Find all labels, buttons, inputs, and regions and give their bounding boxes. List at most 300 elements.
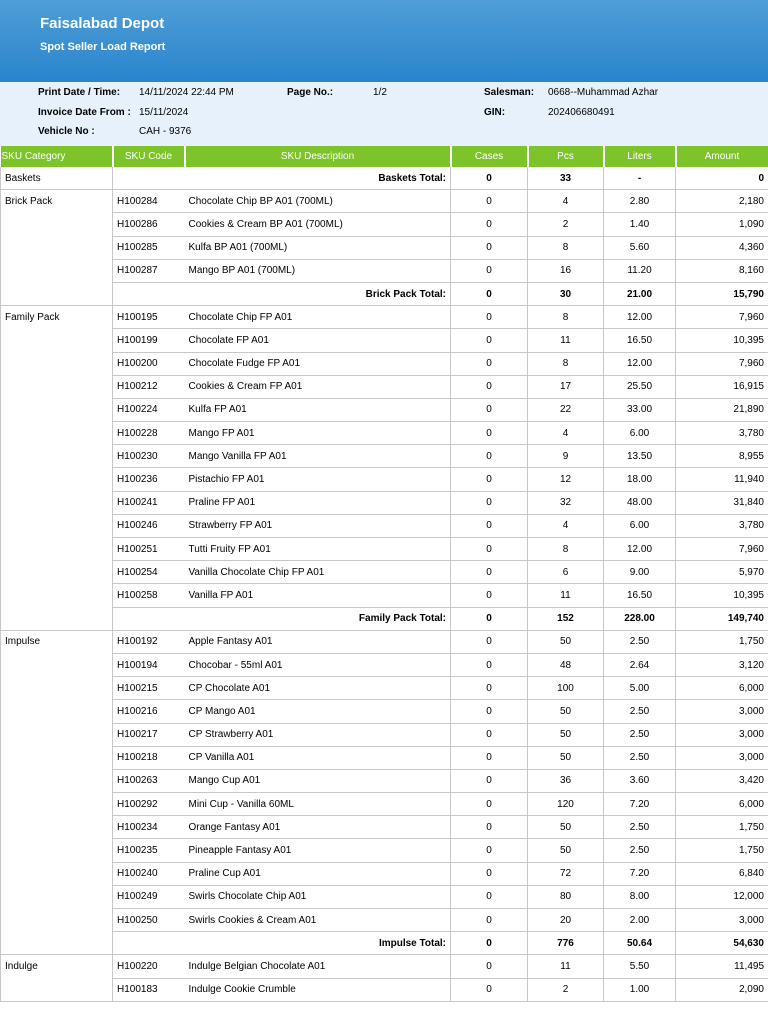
category-cell: Impulse: [1, 630, 113, 653]
pcs-cell: 50: [528, 839, 604, 862]
pcs-cell: 50: [528, 630, 604, 653]
cases-cell: 0: [451, 584, 528, 607]
table-row: [1, 978, 768, 1001]
cases-cell: 0: [451, 491, 528, 514]
cases-cell: 0: [451, 514, 528, 537]
category-cell: [1, 885, 113, 908]
cases-cell: 0: [451, 236, 528, 259]
cases-cell: 0: [451, 793, 528, 816]
cases-cell: 0: [451, 561, 528, 584]
amount-cell: 3,420: [676, 769, 768, 792]
amount-cell: 3,000: [676, 909, 768, 932]
page-no-label: Page No.:: [287, 87, 334, 98]
depot-title: Faisalabad Depot: [40, 15, 165, 32]
category-cell: [1, 352, 113, 375]
cases-cell: 0: [451, 352, 528, 375]
total-label-cell: Impulse Total:: [113, 932, 451, 955]
sku-code-cell: H100220: [113, 955, 185, 978]
category-cell: [1, 653, 113, 676]
liters-cell: 7.20: [604, 862, 676, 885]
sku-description-cell: Praline Cup A01: [185, 862, 451, 885]
table-body: [1, 167, 768, 1001]
sku-description-cell: Mango Vanilla FP A01: [185, 445, 451, 468]
pcs-cell: 11: [528, 955, 604, 978]
pcs-cell: 22: [528, 398, 604, 421]
table-row: [1, 723, 768, 746]
category-cell: [1, 862, 113, 885]
liters-cell: 7.20: [604, 793, 676, 816]
cases-cell: 0: [451, 909, 528, 932]
total-cases-cell: 0: [451, 282, 528, 305]
sku-description-cell: Chocolate Fudge FP A01: [185, 352, 451, 375]
table-row: [1, 653, 768, 676]
amount-cell: 3,780: [676, 514, 768, 537]
col-pcs: Pcs: [528, 146, 604, 167]
total-label-cell: Brick Pack Total:: [113, 282, 451, 305]
category-cell: [1, 978, 113, 1001]
amount-cell: 2,180: [676, 190, 768, 213]
sku-code-cell: H100286: [113, 213, 185, 236]
table-row: [1, 422, 768, 445]
liters-cell: 6.00: [604, 514, 676, 537]
category-cell: [1, 259, 113, 282]
sku-code-cell: H100285: [113, 236, 185, 259]
total-pcs-cell: 30: [528, 282, 604, 305]
liters-cell: 33.00: [604, 398, 676, 421]
pcs-cell: 50: [528, 700, 604, 723]
sku-code-cell: H100192: [113, 630, 185, 653]
pcs-cell: 6: [528, 561, 604, 584]
pcs-cell: 36: [528, 769, 604, 792]
sku-description-cell: Swirls Chocolate Chip A01: [185, 885, 451, 908]
liters-cell: 1.00: [604, 978, 676, 1001]
sku-code-cell: H100250: [113, 909, 185, 932]
category-cell: [1, 700, 113, 723]
total-amount-cell: 54,630: [676, 932, 768, 955]
sku-code-cell: H100235: [113, 839, 185, 862]
pcs-cell: 9: [528, 445, 604, 468]
amount-cell: 3,120: [676, 653, 768, 676]
total-amount-cell: 15,790: [676, 282, 768, 305]
sku-description-cell: CP Chocolate A01: [185, 677, 451, 700]
category-cell: [1, 909, 113, 932]
table-row: [1, 839, 768, 862]
sku-code-cell: H100183: [113, 978, 185, 1001]
sku-code-cell: H100292: [113, 793, 185, 816]
category-cell: [1, 329, 113, 352]
category-cell: [1, 445, 113, 468]
sku-code-cell: H100263: [113, 769, 185, 792]
category-cell: [1, 514, 113, 537]
total-cases-cell: 0: [451, 932, 528, 955]
pcs-cell: 120: [528, 793, 604, 816]
sku-description-cell: Vanilla Chocolate Chip FP A01: [185, 561, 451, 584]
table-row: [1, 445, 768, 468]
cases-cell: 0: [451, 213, 528, 236]
category-cell: [1, 677, 113, 700]
col-sku-description: SKU Description: [185, 146, 451, 167]
pcs-cell: 50: [528, 816, 604, 839]
liters-cell: 6.00: [604, 422, 676, 445]
salesman-value: 0668--Muhammad Azhar: [548, 87, 659, 98]
sku-code-cell: H100228: [113, 422, 185, 445]
col-sku-category: SKU Category: [1, 146, 113, 167]
cases-cell: 0: [451, 468, 528, 491]
sku-description-cell: Chocolate Chip BP A01 (700ML): [185, 190, 451, 213]
sku-code-cell: H100199: [113, 329, 185, 352]
sku-description-cell: CP Vanilla A01: [185, 746, 451, 769]
sku-description-cell: Chocolate FP A01: [185, 329, 451, 352]
category-cell: [1, 932, 113, 955]
print-date-label: Print Date / Time:: [38, 87, 121, 98]
category-cell: [1, 398, 113, 421]
sku-description-cell: Cookies & Cream BP A01 (700ML): [185, 213, 451, 236]
total-liters-cell: 50.64: [604, 932, 676, 955]
table-row: [1, 630, 768, 653]
table-row: [1, 862, 768, 885]
salesman-label: Salesman:: [484, 87, 535, 98]
total-pcs-cell: 776: [528, 932, 604, 955]
sku-description-cell: Cookies & Cream FP A01: [185, 375, 451, 398]
sku-code-cell: H100216: [113, 700, 185, 723]
category-cell: [1, 723, 113, 746]
amount-cell: 8,955: [676, 445, 768, 468]
amount-cell: 21,890: [676, 398, 768, 421]
category-cell: [1, 839, 113, 862]
pcs-cell: 12: [528, 468, 604, 491]
sku-code-cell: H100249: [113, 885, 185, 908]
amount-cell: 10,395: [676, 329, 768, 352]
cases-cell: 0: [451, 955, 528, 978]
table-row: [1, 352, 768, 375]
liters-cell: 2.50: [604, 816, 676, 839]
table-row: [1, 955, 768, 978]
table-row: [1, 584, 768, 607]
cases-cell: 0: [451, 306, 528, 329]
category-cell: [1, 468, 113, 491]
amount-cell: 11,495: [676, 955, 768, 978]
cases-cell: 0: [451, 723, 528, 746]
sku-code-cell: H100236: [113, 468, 185, 491]
amount-cell: 8,160: [676, 259, 768, 282]
sku-description-cell: CP Mango A01: [185, 700, 451, 723]
sku-code-cell: H100200: [113, 352, 185, 375]
category-cell: [1, 213, 113, 236]
table-row: [1, 190, 768, 213]
total-cases-cell: 0: [451, 607, 528, 630]
total-row: [1, 932, 768, 955]
report-info-panel: [0, 82, 768, 146]
cases-cell: 0: [451, 630, 528, 653]
col-amount: Amount: [676, 146, 768, 167]
category-cell: [1, 282, 113, 305]
table-row: [1, 514, 768, 537]
category-cell: [1, 793, 113, 816]
sku-code-cell: H100195: [113, 306, 185, 329]
amount-cell: 1,750: [676, 816, 768, 839]
gin-label: GIN:: [484, 107, 506, 118]
sku-code-cell: H100254: [113, 561, 185, 584]
category-cell: [1, 746, 113, 769]
sku-description-cell: Pineapple Fantasy A01: [185, 839, 451, 862]
liters-cell: 5.00: [604, 677, 676, 700]
pcs-cell: 48: [528, 653, 604, 676]
table-row: [1, 213, 768, 236]
table-row: [1, 816, 768, 839]
amount-cell: 1,750: [676, 630, 768, 653]
liters-cell: 2.50: [604, 723, 676, 746]
category-cell: [1, 538, 113, 561]
print-date-value: 14/11/2024 22:44 PM: [139, 87, 234, 98]
amount-cell: 31,840: [676, 491, 768, 514]
sku-description-cell: Swirls Cookies & Cream A01: [185, 909, 451, 932]
liters-cell: 5.60: [604, 236, 676, 259]
cases-cell: 0: [451, 816, 528, 839]
table-row: [1, 491, 768, 514]
liters-cell: 2.50: [604, 700, 676, 723]
liters-cell: 2.00: [604, 909, 676, 932]
table-row: [1, 885, 768, 908]
table-row: [1, 236, 768, 259]
liters-cell: 18.00: [604, 468, 676, 491]
vehicle-label: Vehicle No :: [38, 126, 95, 137]
total-pcs-cell: 152: [528, 607, 604, 630]
table-row: [1, 793, 768, 816]
sku-code-cell: H100258: [113, 584, 185, 607]
table-row: [1, 259, 768, 282]
liters-cell: 2.50: [604, 630, 676, 653]
liters-cell: 16.50: [604, 584, 676, 607]
sku-description-cell: Chocolate Chip FP A01: [185, 306, 451, 329]
total-liters-cell: -: [604, 167, 676, 190]
category-cell: [1, 769, 113, 792]
sku-description-cell: Apple Fantasy A01: [185, 630, 451, 653]
category-cell: [1, 607, 113, 630]
amount-cell: 11,940: [676, 468, 768, 491]
table-header-row: [1, 146, 768, 167]
pcs-cell: 100: [528, 677, 604, 700]
table-row: [1, 538, 768, 561]
liters-cell: 12.00: [604, 538, 676, 561]
category-cell: [1, 816, 113, 839]
sku-code-cell: H100234: [113, 816, 185, 839]
pcs-cell: 4: [528, 422, 604, 445]
cases-cell: 0: [451, 746, 528, 769]
invoice-date-label: Invoice Date From :: [38, 107, 131, 118]
sku-code-cell: H100230: [113, 445, 185, 468]
table-row: [1, 909, 768, 932]
amount-cell: 12,000: [676, 885, 768, 908]
liters-cell: 25.50: [604, 375, 676, 398]
liters-cell: 12.00: [604, 352, 676, 375]
cases-cell: 0: [451, 398, 528, 421]
category-cell: [1, 375, 113, 398]
table-row: [1, 375, 768, 398]
report-subtitle: Spot Seller Load Report: [40, 41, 166, 53]
sku-description-cell: Pistachio FP A01: [185, 468, 451, 491]
sku-code-cell: H100218: [113, 746, 185, 769]
pcs-cell: 80: [528, 885, 604, 908]
table-row: [1, 700, 768, 723]
pcs-cell: 8: [528, 352, 604, 375]
amount-cell: 6,000: [676, 677, 768, 700]
cases-cell: 0: [451, 653, 528, 676]
amount-cell: 1,090: [676, 213, 768, 236]
sku-code-cell: H100284: [113, 190, 185, 213]
cases-cell: 0: [451, 538, 528, 561]
liters-cell: 2.50: [604, 839, 676, 862]
category-cell: [1, 561, 113, 584]
pcs-cell: 16: [528, 259, 604, 282]
amount-cell: 3,000: [676, 746, 768, 769]
total-pcs-cell: 33: [528, 167, 604, 190]
sku-description-cell: Mango Cup A01: [185, 769, 451, 792]
col-liters: Liters: [604, 146, 676, 167]
amount-cell: 7,960: [676, 306, 768, 329]
liters-cell: 3.60: [604, 769, 676, 792]
liters-cell: 9.00: [604, 561, 676, 584]
amount-cell: 6,000: [676, 793, 768, 816]
table-row: [1, 306, 768, 329]
sku-code-cell: H100241: [113, 491, 185, 514]
category-cell: [1, 236, 113, 259]
total-amount-cell: 149,740: [676, 607, 768, 630]
liters-cell: 12.00: [604, 306, 676, 329]
amount-cell: 7,960: [676, 538, 768, 561]
amount-cell: 10,395: [676, 584, 768, 607]
sku-description-cell: Mango FP A01: [185, 422, 451, 445]
pcs-cell: 8: [528, 538, 604, 561]
pcs-cell: 17: [528, 375, 604, 398]
pcs-cell: 4: [528, 514, 604, 537]
pcs-cell: 50: [528, 746, 604, 769]
sku-description-cell: Indulge Belgian Chocolate A01: [185, 955, 451, 978]
sku-code-cell: H100215: [113, 677, 185, 700]
pcs-cell: 50: [528, 723, 604, 746]
category-cell: Brick Pack: [1, 190, 113, 213]
pcs-cell: 4: [528, 190, 604, 213]
invoice-date-value: 15/11/2024: [139, 107, 189, 118]
sku-code-cell: H100251: [113, 538, 185, 561]
cases-cell: 0: [451, 700, 528, 723]
liters-cell: 16.50: [604, 329, 676, 352]
total-row: [1, 282, 768, 305]
category-cell: [1, 491, 113, 514]
sku-description-cell: CP Strawberry A01: [185, 723, 451, 746]
cases-cell: 0: [451, 978, 528, 1001]
category-cell: Family Pack: [1, 306, 113, 329]
amount-cell: 2,090: [676, 978, 768, 1001]
category-cell: Indulge: [1, 955, 113, 978]
cases-cell: 0: [451, 769, 528, 792]
amount-cell: 4,360: [676, 236, 768, 259]
liters-cell: 1.40: [604, 213, 676, 236]
table-row: [1, 468, 768, 491]
sku-description-cell: Vanilla FP A01: [185, 584, 451, 607]
amount-cell: 3,000: [676, 700, 768, 723]
table-row: [1, 329, 768, 352]
liters-cell: 8.00: [604, 885, 676, 908]
total-label-cell: Family Pack Total:: [113, 607, 451, 630]
liters-cell: 2.50: [604, 746, 676, 769]
pcs-cell: 8: [528, 306, 604, 329]
sku-code-cell: H100246: [113, 514, 185, 537]
pcs-cell: 11: [528, 329, 604, 352]
cases-cell: 0: [451, 839, 528, 862]
table-row: [1, 398, 768, 421]
sku-code-cell: H100217: [113, 723, 185, 746]
table-row: [1, 561, 768, 584]
total-amount-cell: 0: [676, 167, 768, 190]
sku-description-cell: Orange Fantasy A01: [185, 816, 451, 839]
pcs-cell: 11: [528, 584, 604, 607]
page-no-value: 1/2: [373, 87, 387, 98]
sku-description-cell: Mini Cup - Vanilla 60ML: [185, 793, 451, 816]
amount-cell: 1,750: [676, 839, 768, 862]
col-sku-code: SKU Code: [113, 146, 185, 167]
pcs-cell: 32: [528, 491, 604, 514]
pcs-cell: 20: [528, 909, 604, 932]
amount-cell: 3,000: [676, 723, 768, 746]
sku-description-cell: Mango BP A01 (700ML): [185, 259, 451, 282]
sku-load-table: [0, 146, 768, 1002]
sku-description-cell: Praline FP A01: [185, 491, 451, 514]
total-row: [1, 167, 768, 190]
category-cell: [1, 584, 113, 607]
table-row: [1, 769, 768, 792]
category-cell: [1, 422, 113, 445]
cases-cell: 0: [451, 862, 528, 885]
liters-cell: 11.20: [604, 259, 676, 282]
sku-code-cell: H100194: [113, 653, 185, 676]
report-banner: [0, 0, 768, 82]
cases-cell: 0: [451, 329, 528, 352]
vehicle-value: CAH - 9376: [139, 126, 192, 137]
gin-value: 202406680491: [548, 107, 615, 118]
cases-cell: 0: [451, 259, 528, 282]
sku-description-cell: Tutti Fruity FP A01: [185, 538, 451, 561]
sku-code-cell: H100224: [113, 398, 185, 421]
pcs-cell: 8: [528, 236, 604, 259]
liters-cell: 13.50: [604, 445, 676, 468]
liters-cell: 48.00: [604, 491, 676, 514]
cases-cell: 0: [451, 422, 528, 445]
table-row: [1, 677, 768, 700]
col-cases: Cases: [451, 146, 528, 167]
amount-cell: 6,840: [676, 862, 768, 885]
amount-cell: 5,970: [676, 561, 768, 584]
sku-description-cell: Chocobar - 55ml A01: [185, 653, 451, 676]
total-liters-cell: 228.00: [604, 607, 676, 630]
liters-cell: 2.80: [604, 190, 676, 213]
sku-code-cell: H100240: [113, 862, 185, 885]
total-label-cell: Baskets Total:: [113, 167, 451, 190]
amount-cell: 16,915: [676, 375, 768, 398]
sku-description-cell: Kulfa FP A01: [185, 398, 451, 421]
cases-cell: 0: [451, 375, 528, 398]
cases-cell: 0: [451, 885, 528, 908]
cases-cell: 0: [451, 445, 528, 468]
pcs-cell: 72: [528, 862, 604, 885]
cases-cell: 0: [451, 190, 528, 213]
table-row: [1, 746, 768, 769]
pcs-cell: 2: [528, 213, 604, 236]
total-liters-cell: 21.00: [604, 282, 676, 305]
sku-code-cell: H100287: [113, 259, 185, 282]
sku-description-cell: Kulfa BP A01 (700ML): [185, 236, 451, 259]
sku-description-cell: Strawberry FP A01: [185, 514, 451, 537]
total-row: [1, 607, 768, 630]
